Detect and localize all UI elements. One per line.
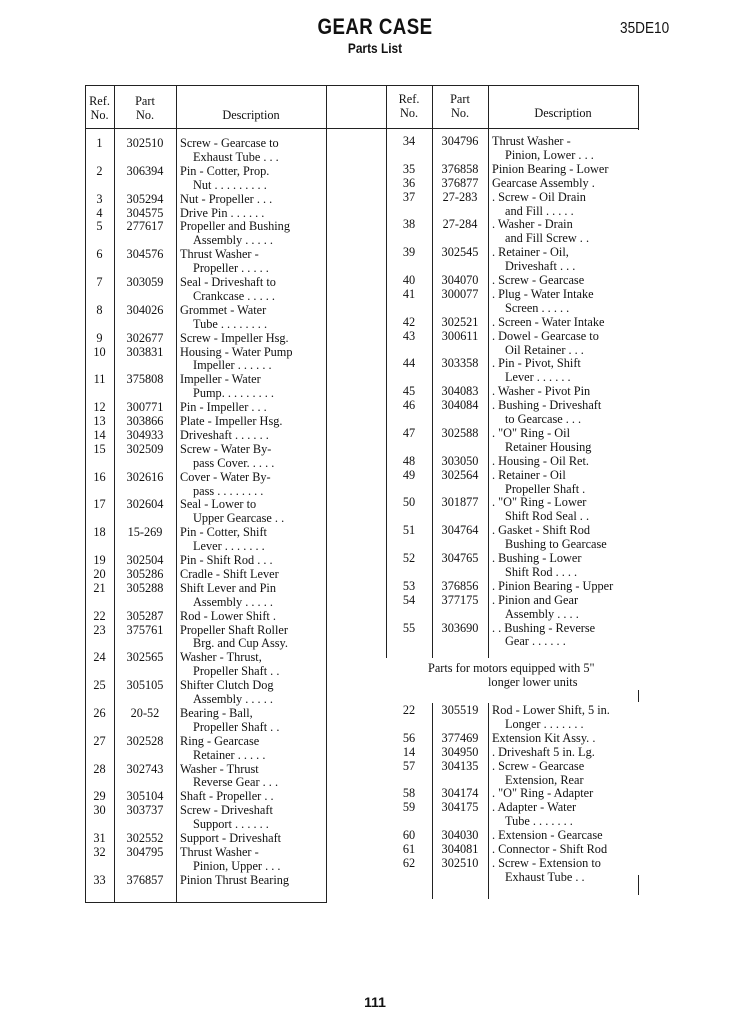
table-row-desc: Nut - Propeller . . .	[180, 191, 273, 206]
col-divider	[638, 85, 639, 130]
table-row-ref: 19	[93, 553, 106, 567]
table-row-part: 304764	[441, 523, 479, 538]
table-row-part: 20-52	[130, 705, 160, 720]
table-row-desc: . Driveshaft 5 in. Lg.	[492, 744, 595, 759]
table-row-ref: 31	[93, 831, 106, 845]
table-row-ref: 49	[402, 467, 416, 482]
table-row-part: 303690	[441, 620, 479, 635]
table-row-ref: 62	[402, 855, 416, 870]
table-row-part: 303050	[441, 453, 479, 468]
table-row-ref: 2	[96, 163, 103, 178]
table-row-ref: 52	[402, 551, 416, 565]
table-row-desc: Driveshaft . . .	[505, 259, 576, 274]
table-row-part: 302588	[441, 425, 479, 440]
table-row-desc: Ring - Gearcase	[180, 733, 260, 748]
table-row-ref: 58	[402, 786, 416, 801]
table-row-desc: . . Bushing - Reverse	[492, 620, 596, 635]
table-row-desc: Seal - Driveshaft to	[180, 275, 276, 289]
table-row-ref: 44	[402, 356, 416, 371]
table-row-desc: Gearcase Assembly .	[492, 175, 595, 190]
table-row-part: 277617	[126, 219, 164, 234]
table-header-rule	[85, 128, 639, 129]
table-row-part: 300771	[126, 400, 164, 415]
table-row-ref: 56	[402, 730, 416, 745]
table-row-part: 305105	[126, 678, 164, 693]
table-row-ref: 46	[402, 398, 416, 413]
table-row-desc: . Dowel - Gearcase to	[492, 328, 599, 343]
table-row-desc: Pin - Shift Rod . . .	[180, 553, 273, 567]
table-row-part: 27-284	[442, 217, 478, 232]
table-row-desc: Thrust Washer -	[180, 844, 259, 859]
table-row-desc: . Screw - Gearcase	[492, 758, 585, 773]
table-row-part: 376856	[441, 578, 479, 593]
table-row-desc: Gear . . . . . .	[505, 634, 566, 649]
table-row-desc: Propeller . . . . .	[193, 261, 269, 276]
table-row-part: 302677	[126, 330, 164, 345]
table-row-desc: Shift Rod Seal . .	[505, 509, 590, 524]
table-row-desc: Thrust Washer -	[180, 247, 259, 262]
table-row-part: 375808	[126, 372, 164, 387]
col-divider	[326, 85, 327, 903]
table-row-desc: . Pinion and Gear	[492, 592, 579, 607]
model-number: 35DE10	[620, 20, 670, 37]
table-row-part: 300611	[441, 328, 479, 343]
table-row-part: 305294	[126, 191, 164, 206]
table-row-desc: Driveshaft . . . . . .	[180, 427, 269, 442]
table-row-desc: Shifter Clutch Dog	[180, 678, 274, 693]
table-row-ref: 54	[402, 592, 416, 607]
table-row-part: 302510	[441, 855, 479, 870]
table-row-ref: 21	[93, 580, 106, 595]
table-row-desc: Washer - Thrust,	[180, 650, 262, 665]
table-row-desc: Grommet - Water	[180, 302, 267, 317]
table-row-desc: . "O" Ring - Oil	[492, 425, 571, 440]
col-divider	[488, 703, 489, 899]
table-row-part: 301877	[441, 495, 479, 510]
table-row-part: 376858	[441, 161, 479, 176]
page-number: 111	[364, 994, 386, 1010]
table-row-ref: 4	[96, 205, 103, 220]
table-right-edge	[638, 875, 639, 895]
table-row-part: 302565	[126, 650, 164, 665]
table-row-desc: Reverse Gear . . .	[193, 775, 279, 790]
table-row-desc: Shift Rod . . . .	[505, 564, 578, 579]
table-row-part: 305288	[126, 580, 164, 595]
table-row-ref: 32	[93, 844, 106, 859]
table-row-part: 304576	[126, 247, 164, 262]
page-title: GEAR CASE	[317, 14, 433, 39]
table-row-desc: Propeller and Bushing	[180, 219, 290, 234]
table-row-part: 305287	[126, 608, 164, 623]
table-row-ref: 41	[402, 286, 416, 301]
table-row-desc: Propeller Shaft Roller	[180, 622, 288, 637]
table-row-part: 304026	[126, 302, 164, 317]
table-row-desc: Plate - Impeller Hsg.	[180, 414, 283, 428]
table-row-ref: 13	[93, 414, 106, 428]
table-row-part: 302504	[126, 553, 164, 567]
table-row-desc: . Washer - Pivot Pin	[492, 384, 591, 399]
table-row-desc: Screw - Gearcase to	[180, 136, 279, 150]
table-row-ref: 22	[402, 703, 416, 717]
table-row-desc: . "O" Ring - Adapter	[492, 786, 594, 801]
table-row-ref: 6	[96, 247, 103, 262]
col-divider	[488, 85, 489, 658]
table-row-desc: Assembly . . . . .	[193, 692, 273, 706]
table-row-desc: . Screw - Extension to	[492, 855, 601, 870]
table-row-ref: 26	[93, 705, 106, 720]
table-row-ref: 60	[402, 828, 416, 843]
table-row-ref: 25	[93, 678, 106, 693]
table-row-part: 376877	[441, 175, 479, 190]
table-row-desc: Drive Pin . . . . . .	[180, 205, 265, 220]
header-description: Description	[534, 106, 592, 120]
table-row-ref: 20	[93, 566, 106, 581]
table-row-part: 303358	[441, 356, 479, 371]
page-subtitle: Parts List	[347, 40, 403, 56]
table-row-desc: Propeller Shaft .	[505, 481, 586, 496]
table-row-ref: 37	[402, 189, 416, 204]
motors-note-line: Parts for motors equipped with 5"	[428, 661, 595, 675]
table-row-part: 302743	[126, 761, 164, 776]
table-left-bottom-border	[85, 902, 327, 903]
table-row-ref: 47	[402, 425, 416, 440]
table-row-desc: . "O" Ring - Lower	[492, 495, 587, 510]
table-row-desc: . Housing - Oil Ret.	[492, 453, 590, 468]
table-row-desc: Washer - Thrust	[180, 761, 259, 776]
table-row-desc: Rod - Lower Shift .	[180, 608, 276, 623]
table-row-part: 305286	[126, 566, 164, 581]
table-row-part: 304933	[126, 427, 164, 442]
table-row-ref: 38	[402, 217, 416, 232]
table-row-desc: Oil Retainer . . .	[505, 342, 584, 357]
table-row-part: 377469	[441, 730, 479, 745]
table-row-ref: 23	[93, 622, 106, 637]
table-row-part: 304795	[126, 844, 164, 859]
table-row-desc: Retainer . . . . .	[193, 747, 266, 762]
table-row-desc: Upper Gearcase . .	[193, 511, 285, 526]
table-row-part: 303866	[126, 414, 164, 428]
table-row-part: 305519	[441, 703, 479, 717]
table-row-part: 377175	[441, 592, 479, 607]
table-row-desc: and Fill . . . . .	[505, 203, 574, 218]
table-row-desc: Support - Driveshaft	[180, 831, 282, 845]
table-row-ref: 51	[402, 523, 416, 538]
table-row-desc: Pump. . . . . . . . .	[193, 386, 274, 401]
table-row-part: 300077	[441, 286, 479, 301]
table-right-edge	[638, 690, 639, 702]
table-row-desc: . Retainer - Oil	[492, 467, 566, 482]
table-row-part: 304081	[441, 842, 479, 856]
table-row-ref: 55	[402, 620, 416, 635]
table-row-ref: 35	[402, 161, 416, 176]
table-row-ref: 24	[93, 650, 106, 665]
table-row-desc: to Gearcase . . .	[505, 412, 582, 426]
table-row-ref: 29	[93, 789, 106, 804]
table-row-ref: 14	[93, 427, 106, 442]
table-row-desc: Screw - Water By-	[180, 441, 272, 456]
table-row-part: 376857	[126, 872, 164, 887]
table-row-part: 302509	[126, 441, 164, 456]
table-row-desc: . Screw - Oil Drain	[492, 189, 586, 204]
table-row-ref: 57	[402, 758, 416, 773]
table-row-desc: Pinion Thrust Bearing	[180, 872, 290, 887]
table-row-part: 304950	[441, 744, 479, 759]
table-row-ref: 53	[402, 578, 416, 593]
table-row-part: 303737	[126, 803, 164, 818]
table-row-ref: 36	[402, 175, 416, 190]
table-row-ref: 16	[93, 469, 106, 484]
table-row-desc: Assembly . . . . .	[193, 233, 273, 248]
table-row-ref: 45	[402, 384, 416, 399]
table-row-desc: Pin - Cotter, Prop.	[180, 163, 270, 178]
table-row-desc: Tube . . . . . . . .	[193, 316, 268, 331]
table-row-desc: Propeller Shaft . .	[193, 719, 280, 734]
table-row-desc: Pinion, Lower . . .	[505, 147, 594, 162]
table-row-part: 302521	[441, 314, 479, 329]
table-row-part: 304070	[441, 273, 479, 287]
table-row-part: 15-269	[127, 525, 163, 540]
table-row-desc: Cradle - Shift Lever	[180, 566, 279, 581]
table-row-part: 302510	[126, 136, 164, 150]
table-row-desc: . Connector - Shift Rod	[492, 842, 608, 856]
table-row-desc: Pin - Cotter, Shift	[180, 525, 267, 540]
table-row-desc: Impeller . . . . . .	[193, 358, 272, 373]
table-top-border	[85, 85, 639, 86]
table-row-ref: 9	[96, 330, 103, 345]
table-row-desc: Support . . . . . .	[193, 817, 269, 832]
table-row-desc: . Pin - Pivot, Shift	[492, 356, 581, 371]
table-row-ref: 61	[402, 842, 416, 856]
table-row-ref: 48	[402, 453, 416, 468]
table-row-part: 304175	[441, 800, 479, 815]
table-row-part: 302564	[441, 467, 479, 482]
table-row-part: 303059	[126, 275, 164, 289]
table-row-part: 303831	[126, 344, 164, 359]
table-row-desc: Retainer Housing	[505, 439, 592, 454]
table-row-ref: 34	[402, 134, 416, 148]
table-row-desc: Screw - Driveshaft	[180, 803, 273, 818]
table-row-ref: 39	[402, 245, 416, 260]
table-row-desc: Rod - Lower Shift, 5 in.	[492, 703, 610, 717]
table-row-desc: Nut . . . . . . . . .	[193, 177, 267, 192]
table-row-desc: Pinion, Upper . . .	[193, 858, 281, 873]
table-row-part: 304030	[441, 828, 479, 843]
table-row-part: 306394	[126, 163, 164, 178]
table-row-desc: Impeller - Water	[180, 372, 261, 387]
table-row-desc: Pin - Impeller . . .	[180, 400, 267, 415]
table-row-ref: 22	[93, 608, 106, 623]
table-row-ref: 14	[402, 744, 416, 759]
table-row-ref: 1	[96, 136, 103, 150]
table-row-ref: 3	[96, 191, 103, 206]
table-row-desc: and Fill Screw . .	[505, 231, 590, 246]
table-row-ref: 42	[402, 314, 416, 329]
table-row-part: 304765	[441, 551, 479, 565]
table-row-ref: 40	[402, 273, 416, 287]
header-description: Description	[222, 108, 280, 122]
table-row-desc: Exhaust Tube . .	[505, 869, 585, 884]
header-part-no: Part No.	[450, 92, 470, 120]
table-row-ref: 59	[402, 800, 416, 815]
table-row-ref: 7	[96, 275, 103, 289]
table-row-part: 302604	[126, 497, 164, 512]
table-row-part: 302552	[126, 831, 164, 845]
table-row-desc: . Retainer - Oil,	[492, 245, 569, 260]
table-row-desc: Thrust Washer -	[492, 134, 571, 148]
table-row-desc: pass . . . . . . . .	[193, 483, 264, 498]
table-row-desc: Brg. and Cup Assy.	[193, 636, 288, 651]
table-row-desc: Assembly . . . .	[505, 606, 579, 621]
table-row-desc: Shift Lever and Pin	[180, 580, 276, 595]
table-row-desc: . Pinion Bearing - Upper	[492, 578, 614, 593]
table-row-desc: . Bushing - Lower	[492, 551, 582, 565]
table-row-desc: . Plug - Water Intake	[492, 286, 594, 301]
table-row-part: 27-283	[442, 189, 478, 204]
table-row-part: 304084	[441, 398, 479, 413]
table-row-part: 304174	[441, 786, 479, 801]
table-row-desc: . Gasket - Shift Rod	[492, 523, 591, 538]
table-row-desc: . Bushing - Driveshaft	[492, 398, 602, 413]
table-row-ref: 18	[93, 525, 106, 540]
table-row-desc: Extension, Rear	[505, 772, 584, 787]
table-row-desc: . Screw - Gearcase	[492, 273, 585, 287]
table-row-desc: Crankcase . . . . .	[193, 288, 275, 303]
table-row-part: 304796	[441, 134, 479, 148]
table-row-part: 305104	[126, 789, 164, 804]
table-row-desc: Housing - Water Pump	[180, 344, 293, 359]
table-row-ref: 17	[93, 497, 106, 512]
table-row-part: 302616	[126, 469, 164, 484]
table-row-ref: 28	[93, 761, 106, 776]
table-row-desc: Propeller Shaft . .	[193, 664, 280, 679]
table-row-part: 375761	[126, 622, 164, 637]
table-row-part: 302545	[441, 245, 479, 260]
table-row-desc: . Washer - Drain	[492, 217, 573, 232]
table-row-desc: Exhaust Tube . . .	[193, 149, 279, 164]
header-ref-no: Ref. No.	[398, 92, 420, 120]
table-row-part: 304083	[441, 384, 479, 399]
table-row-desc: Shaft - Propeller . .	[180, 789, 274, 804]
table-row-desc: pass Cover. . . . .	[193, 455, 275, 470]
table-row-desc: Extension Kit Assy. .	[492, 730, 596, 745]
table-row-ref: 33	[93, 872, 106, 887]
table-row-desc: Longer . . . . . . .	[505, 716, 584, 731]
table-row-desc: Lever . . . . . .	[505, 370, 571, 385]
table-row-ref: 15	[93, 441, 106, 456]
table-row-desc: Pinion Bearing - Lower	[492, 161, 609, 176]
table-row-ref: 12	[93, 400, 106, 415]
table-row-desc: Seal - Lower to	[180, 497, 257, 512]
table-row-desc: Tube . . . . . . .	[505, 814, 573, 829]
table-row-desc: Assembly . . . . .	[193, 594, 273, 609]
table-row-desc: Bearing - Ball,	[180, 705, 253, 720]
table-row-desc: . Adapter - Water	[492, 800, 577, 815]
table-row-ref: 50	[402, 495, 416, 510]
table-row-ref: 30	[93, 803, 106, 818]
table-row-ref: 10	[93, 344, 106, 359]
table-row-desc: Cover - Water By-	[180, 469, 271, 484]
table-row-desc: . Screen - Water Intake	[492, 314, 605, 329]
table-row-part: 304135	[441, 758, 479, 773]
table-row-desc: Bushing to Gearcase	[505, 537, 607, 552]
header-part-no: Part No.	[135, 94, 155, 122]
table-row-part: 302528	[126, 733, 164, 748]
table-row-desc: . Extension - Gearcase	[492, 828, 603, 843]
col-divider	[176, 85, 177, 903]
table-row-desc: Lever . . . . . . .	[193, 539, 265, 554]
table-row-ref: 5	[96, 219, 103, 234]
table-row-ref: 27	[93, 733, 106, 748]
table-row-desc: Screen . . . . .	[505, 300, 570, 315]
table-row-ref: 8	[96, 302, 103, 317]
table-row-desc: Screw - Impeller Hsg.	[180, 330, 289, 345]
table-row-part: 304575	[126, 205, 164, 220]
table-row-ref: 11	[93, 372, 106, 387]
table-row-ref: 43	[402, 328, 416, 343]
motors-note-line: longer lower units	[488, 675, 578, 689]
header-ref-no: Ref. No.	[89, 94, 110, 122]
